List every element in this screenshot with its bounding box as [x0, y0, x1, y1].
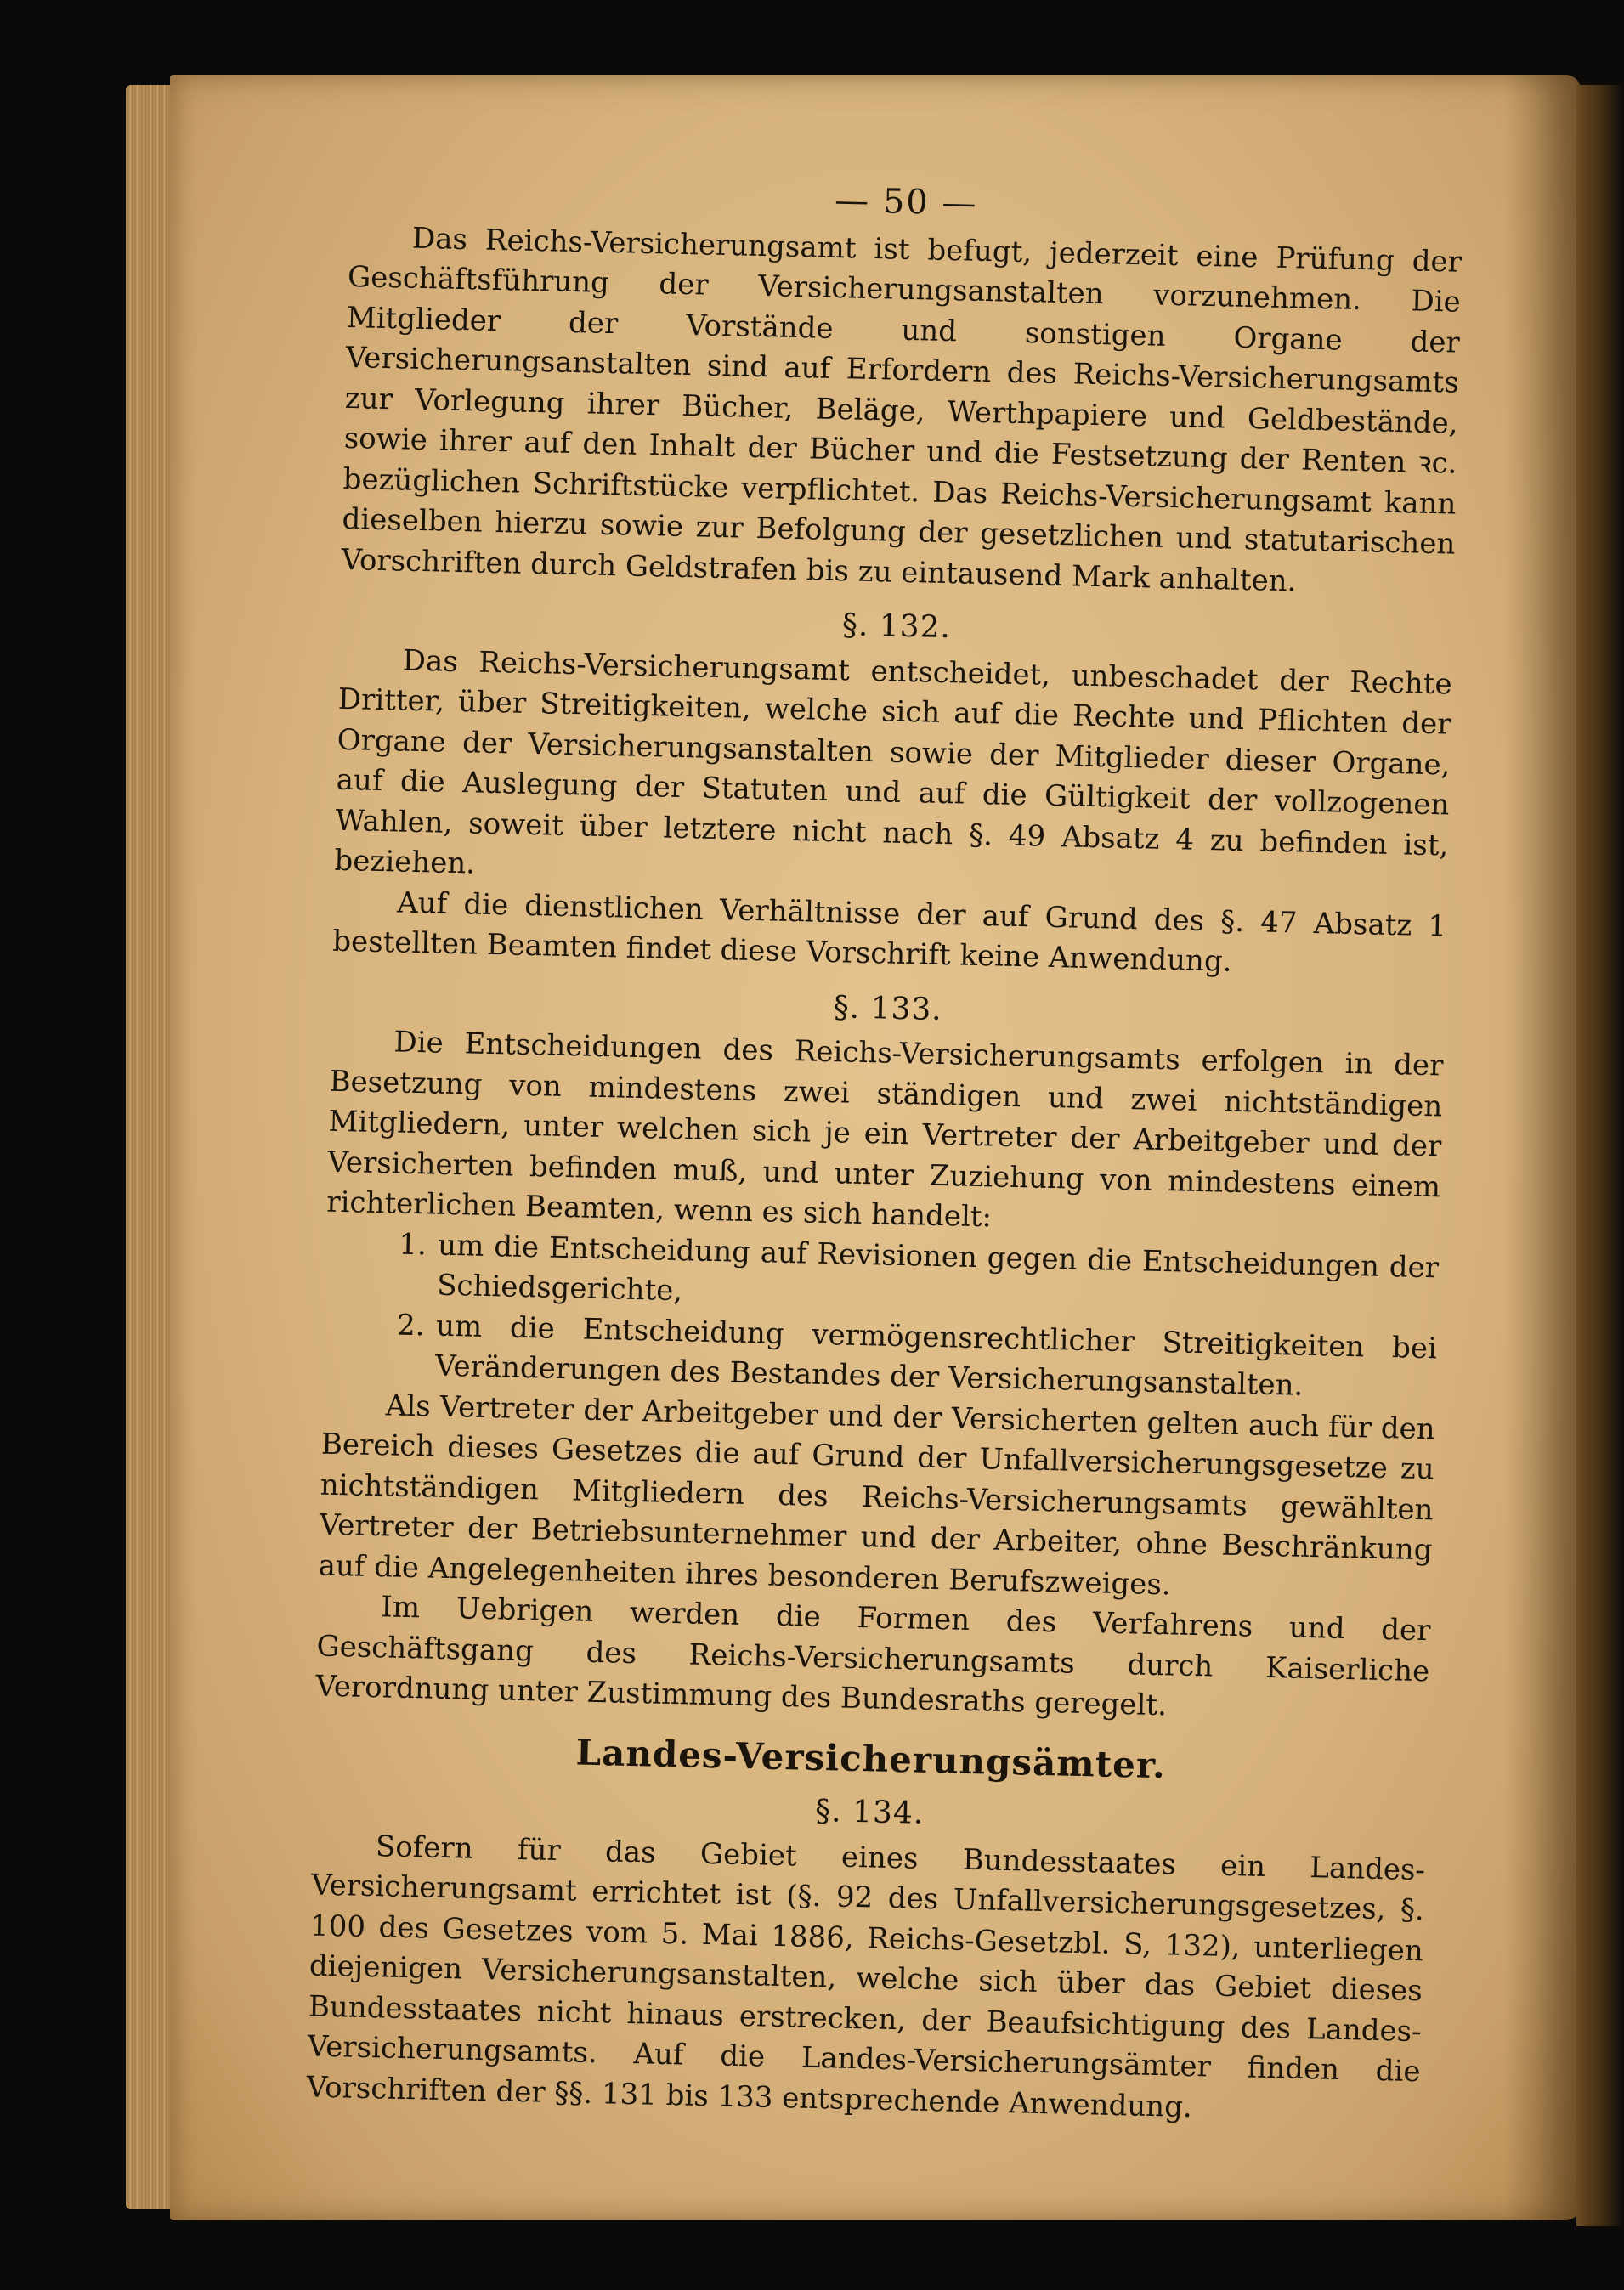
section-heading-134: §. 134. — [814, 1793, 925, 1831]
list-number: 1. — [398, 1227, 427, 1262]
spine-shadow — [1504, 75, 1581, 2220]
paragraph-supervision: Das Reichs-Versicherungsamt ist befugt, jederzeit eine Prüfung der Geschäftsführung der Versicherungsanstalten vorzunehmen. Die Mitglieder der Vorstände und sonstigen Organe der Versicherungsanstalten sind auf Erfordern des Reichs-Versicherungsamts zur Vorlegung ihrer Bücher, Beläge, Werthpapiere und Geldbestände, sowie ihrer auf den Inhalt der Bücher und die Festsetzung der Renten ꝛc. bezüglichen Schriftstücke verpflichtet. Das Reichs-Versicherungsamt kann dieselben hierzu sowie zur Befolgung der gesetzlichen und statutarischen Vorschriften durch Geldstrafen bis zu eintausend Mark anhalten. — [341, 221, 1463, 598]
paragraph-134-state-offices: Sofern für das Gebiet eines Bundesstaates ein Landes-Versicherungsamt errichtet ist (§. 92 des Unfallversicherungsgesetzes, §. 100 des Gesetzes vom 5. Mai 1886, Reichs-Gesetzbl. S, 132), unterliegen diejenigen Versicherungsanstalten, welche sich über das Gebiet dieses Bundesstaates nicht hinaus erstrecken, der Beaufsichtigung des Landes-Versicherungsamts. Auf die Landes-Versicherungsämter finden die Vorschriften der §§. 131 bis 133 entsprechende Anwendung. — [306, 1829, 1426, 2124]
section-heading-132: §. 132. — [841, 608, 952, 646]
page-edge-stack — [126, 85, 177, 2209]
page-text — [306, 170, 1463, 2133]
paragraph-133-procedure: Im Uebrigen werden die Formen des Verfahrens und der Geschäftsgang des Reichs-Versicherungsamts durch Kaiserliche Verordnung unter Zustimmung des Bundesraths geregelt. — [315, 1590, 1431, 1723]
paragraph-132-disputes: Das Reichs-Versicherungsamt entscheidet, unbeschadet der Rechte Dritter, über Streitigkeiten, welche sich auf die Rechte und Pflichten der Organe der Versicherungsanstalten sowie der Mitglieder dieser Organe, auf die Auslegung der Statuten und auf die Gültigkeit der vollzogenen Wahlen, soweit über letztere nicht nach §. 49 Absatz 4 zu befinden ist, beziehen. — [334, 643, 1453, 881]
facing-page-edge — [1576, 85, 1624, 2226]
section-heading-133: §. 133. — [833, 989, 943, 1027]
paragraph-132-officials: Auf die dienstlichen Verhältnisse der auf Grund des §. 47 Absatz 1 bestellten Beamten findet diese Vorschrift keine Anwendung. — [331, 885, 1447, 979]
page-number: — 50 — — [834, 180, 978, 223]
list-number: 2. — [396, 1308, 426, 1343]
paragraph-133-representatives: Als Vertreter der Arbeitgeber und der Versicherten gelten auch für den Bereich dieses Gesetzes die auf Grund der Unfallversicherungsgesetze zu nichtständigen Mitgliedern des Reichs-Versicherungsamts gewählten Vertreter der Betriebsunternehmer und der Arbeiter, ohne Beschränkung auf die Angelegenheiten ihres besonderen Berufszweiges. — [318, 1388, 1436, 1602]
section-title-state-offices: Landes-Versicherungsämter. — [575, 1731, 1167, 1786]
list-text: um die Entscheidung auf Revisionen gegen die Entscheidungen der Schiedsgerichte, — [436, 1228, 1440, 1309]
list-text: um die Entscheidung vermögensrechtlicher Streitigkeiten bei Veränderungen des Bestandes der Versicherungsanstalten. — [434, 1309, 1438, 1403]
paragraph-133-decisions: Die Entscheidungen des Reichs-Versicherungsamts erfolgen in der Besetzung von mindestens zwei ständigen und zwei nichtständigen Mitgliedern, unter welchen sich je ein Vertreter der Arbeitgeber und der Versicherten befinden muß, und unter Zuziehung von mindestens einem richterlichen Beamten, wenn es sich handelt: — [325, 1025, 1444, 1235]
